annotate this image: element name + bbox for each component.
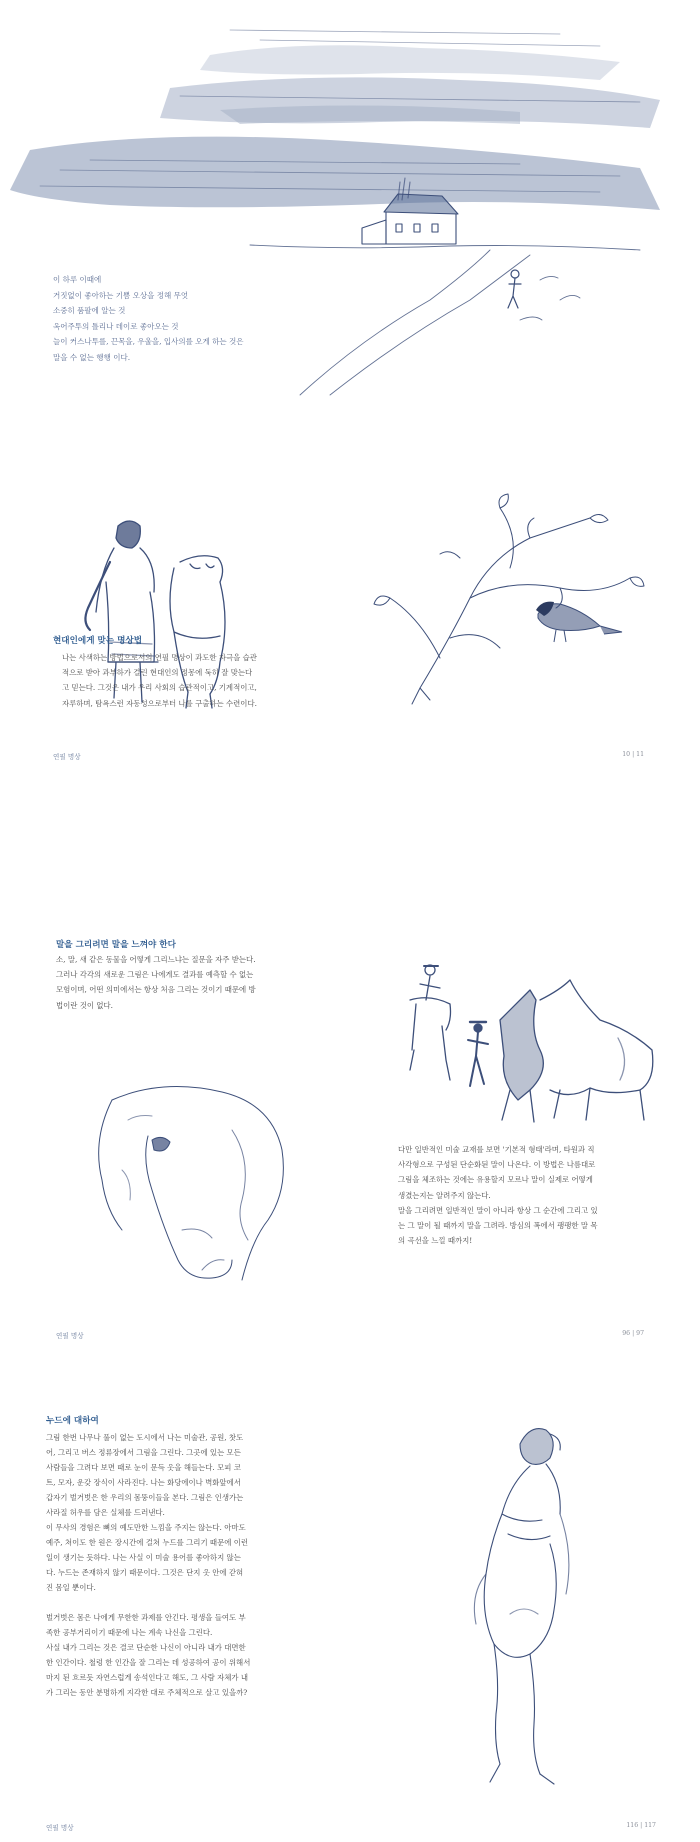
section-heading: 누드에 대하여 [46,1416,99,1426]
riders-and-horses-illustration [390,960,660,1130]
footer-left: 연필 명상 [56,1332,84,1340]
body-line: 다만 일반적인 미술 교재를 보면 '기본적 형태'라며, 타원과 직 [398,1145,595,1154]
body-line: 그림 한번 나무나 풀이 없는 도시에서 나는 미술관, 공원, 찻도 [46,1433,244,1442]
body-line: 갑자기 벌거벗은 한 우리의 몸뚱이들을 본다. 그림은 인생가는 [46,1493,244,1502]
spread-horses [0,930,700,1370]
spread-meditation [0,460,700,890]
footer-left: 연필 명상 [53,753,81,761]
page-number: 116 | 117 [626,1822,656,1829]
body-line: 사라질 허우를 담은 실체를 드러낸다. [46,1508,165,1517]
body-line: 예주, 쳐이도 한 원은 장시간에 걸쳐 누드를 그리기 때문에 이런 [46,1538,248,1547]
page-number: 10 | 11 [622,751,644,758]
body-line: 트, 모자, 운갖 장식이 사라진다. 나는 화당에이나 벽화앞에서 [46,1478,241,1487]
spread-landscape [0,0,700,400]
bird-on-branch-illustration [360,478,660,708]
poem-line: 늘이 커스나투를, 끈목을, 우울을, 입사의를 오게 하는 것은 [53,337,244,346]
body-text [46,1430,336,1700]
section-heading: 현대인에게 맞는 명상법 [53,636,142,646]
body-line: 마지 된 흐르듯 자연스럽게 송석인다고 해도, 그 사람 자체가 내 [46,1673,248,1682]
body-line: 그러나 각각의 새로운 그림은 나에게도 결과를 예측할 수 없는 [56,970,254,980]
nude-figure-illustration [450,1414,620,1794]
poem-line: 말을 수 없는 행행 이다. [53,352,131,362]
body-line: 생겼는지는 알려주지 않는다. [398,1190,491,1200]
elephant-illustration [82,1080,302,1310]
body-line: 의 곡선을 느낄 때까지! [398,1236,473,1246]
body-text-right [398,1142,668,1248]
body-line: 이 무사의 경험은 뼈의 예도만한 느낌을 주지는 않는다. 아마도 [46,1523,246,1532]
body-line: 한 인간이다. 철렁 한 인간을 잘 그리는 데 성공하여 공이 위해서 [46,1658,251,1667]
body-line: 사람들을 그려다 보면 때로 눈이 문득 옷을 해들는다. 모피 코 [46,1463,241,1472]
spread-nude [0,1410,700,1842]
body-text [62,650,352,711]
body-line: 가 그리는 동안 분명하게 지각한 대로 주체적으로 살고 있을까? [46,1688,248,1697]
body-line: 소, 말, 새 같은 동물을 어떻게 그리느냐는 질문을 자주 받는다. [56,955,256,964]
body-line: 모험이며, 어떤 의미에서는 항상 처음 그리는 것이기 때문에 방 [56,985,256,995]
body-text-left [56,952,346,1013]
poem-line: 거짓없이 좋아하는 기쁨 오상을 정해 무엇 [53,290,189,300]
body-line: 말을 그리려면 일반적인 말이 아니라 항상 그 순간에 그리고 있 [398,1205,598,1215]
body-line: 족한 공부거리이기 때문에 나는 계속 나신을 그린다. [46,1628,213,1637]
body-line: 고 믿는다. 그것은 내가 우리 사회의 습관적이고, 기계적이고, [62,683,257,693]
body-line: 는 그 말이 될 때까지 말을 그려라. 방심의 폭에서 팽팽한 말 목 [398,1221,598,1231]
body-line: 진 몸일 뿐이다. [46,1583,96,1592]
body-line: 나는 사색하는 방법으로서의 연필 명상이 과도한 자극을 습관 [62,653,257,662]
body-line: 일이 생기는 듯하다. 나는 사실 이 미술 용어를 좋아하지 않는 [46,1553,241,1562]
poem [53,272,243,365]
body-line: 다. 누드는 존재하지 않기 때문이다. 그것은 단지 옷 안에 갇혀 [46,1568,244,1577]
body-line [46,1595,336,1610]
section-heading: 말을 그리려면 말을 느껴야 한다 [56,940,176,950]
body-line: 그림을 체조하는 것에는 유용할지 모르나 말이 실제로 어떻게 [398,1175,593,1185]
body-line: 벌거벗은 몸은 나에게 무한한 과제를 안긴다. 평생을 들여도 부 [46,1613,246,1622]
body-line: 어, 그리고 버스 정류장에서 그림을 그린다. 그곳에 있는 모든 [46,1448,241,1457]
body-line: 사각형으로 구성된 단순화된 말이 나온다. 이 방법은 나름대로 [398,1160,596,1170]
body-line: 사실 내가 그리는 것은 결코 단순한 나신이 아니라 내가 대면한 [46,1643,246,1652]
footer-left: 연필 명상 [46,1824,74,1832]
body-line: 법이란 것이 없다. [56,1000,114,1010]
page-number: 96 | 97 [622,1330,644,1337]
poem-line: 이 하루 이때에 [53,275,102,284]
poem-line: 옥어주투의 틀리나 데이로 좋아오는 것 [53,321,179,331]
body-line: 자루하며, 탐욕스런 자동성으로부터 나를 구출하는 수련이다. [62,698,257,708]
body-line: 적으로 받아 과부하가 걸린 현대인의 정몽에 둑히 잘 맞는다 [62,668,253,678]
poem-line: 소중히 품팔에 알는 것 [53,306,126,315]
